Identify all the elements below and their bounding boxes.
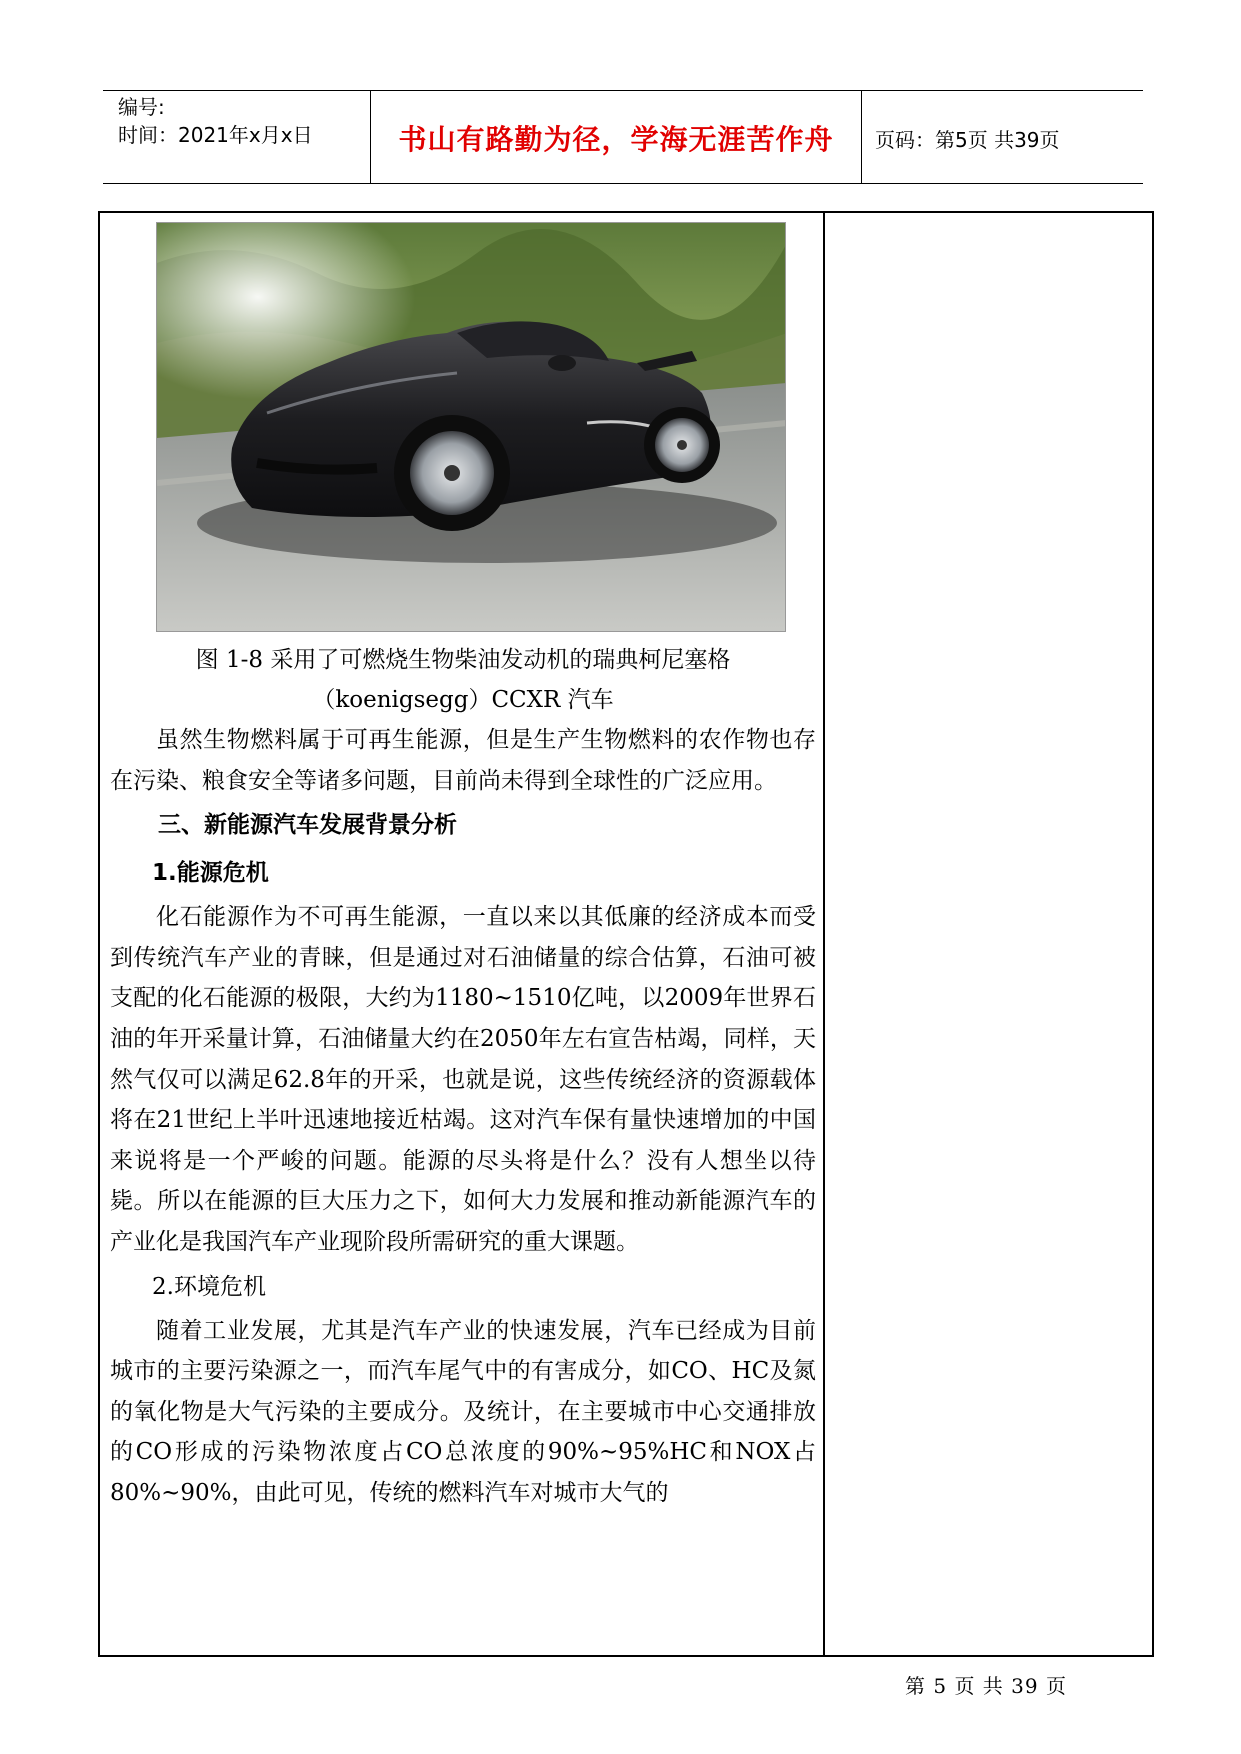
section-heading: 三、新能源汽车发展背景分析	[158, 812, 457, 839]
header-page-number: 页码：第5页 共39页	[875, 128, 1060, 152]
header-bottom-rule	[103, 183, 1143, 184]
header-motto: 书山有路勤为径，学海无涯苦作舟	[398, 123, 834, 156]
header-number: 编号:	[118, 95, 165, 119]
header-meta	[118, 93, 313, 149]
header-divider-left	[370, 90, 371, 183]
header-time: 时间：2021年x月x日	[118, 123, 313, 147]
paragraph-biofuel: 虽然生物燃料属于可再生能源，但是生产生物燃料的农作物也存在污染、粮食安全等诸多问题，目前尚未得到全球性的广泛应用。	[110, 727, 816, 794]
table-column-divider	[823, 211, 825, 1657]
figure-caption	[110, 640, 816, 720]
header-divider-right	[861, 90, 862, 183]
header-top-rule	[103, 90, 1143, 91]
paragraph-environment-crisis: 随着工业发展，尤其是汽车产业的快速发展，汽车已经成为目前城市的主要污染源之一，而汽车尾气中的有害成分，如CO、HC及氮的氧化物是大气污染的主要成分。及统计，在主要城市中心交通排放的CO形成的污染物浓度占CO总浓度的90%~95%HC和NOX占80%~90%，由此可见，传统的燃料汽车对城市大气的	[110, 1317, 816, 1506]
subsection-heading-environment: 2.环境危机	[152, 1273, 266, 1300]
car-illustration	[157, 223, 786, 632]
main-content	[110, 640, 816, 1514]
figure-caption-line-2: （koenigsegg）CCXR 汽车	[312, 687, 614, 713]
figure-caption-line-1: 图 1-8 采用了可燃烧生物柴油发动机的瑞典柯尼塞格	[195, 647, 731, 673]
subsection-heading-energy: 1.能源危机	[152, 860, 269, 887]
car-photo	[156, 222, 786, 632]
footer-page-number: 第 5 页 共 39 页	[905, 1674, 1067, 1698]
paragraph-energy-crisis: 化石能源作为不可再生能源，一直以来以其低廉的经济成本而受到传统汽车产业的青睐，但是通过对石油储量的综合估算，石油可被支配的化石能源的极限，大约为1180~1510亿吨，以2009年世界石油的年开采量计算，石油储量大约在2050年左右宣告枯竭，同样，天然气仅可以满足62.8年的开采，也就是说，这些传统经济的资源载体将在21世纪上半叶迅速地接近枯竭。这对汽车保有量快速增加的中国来说将是一个严峻的问题。能源的尽头将是什么？没有人想坐以待毙。所以在能源的巨大压力之下，如何大力发展和推动新能源汽车的产业化是我国汽车产业现阶段所需研究的重大课题。	[110, 904, 816, 1255]
